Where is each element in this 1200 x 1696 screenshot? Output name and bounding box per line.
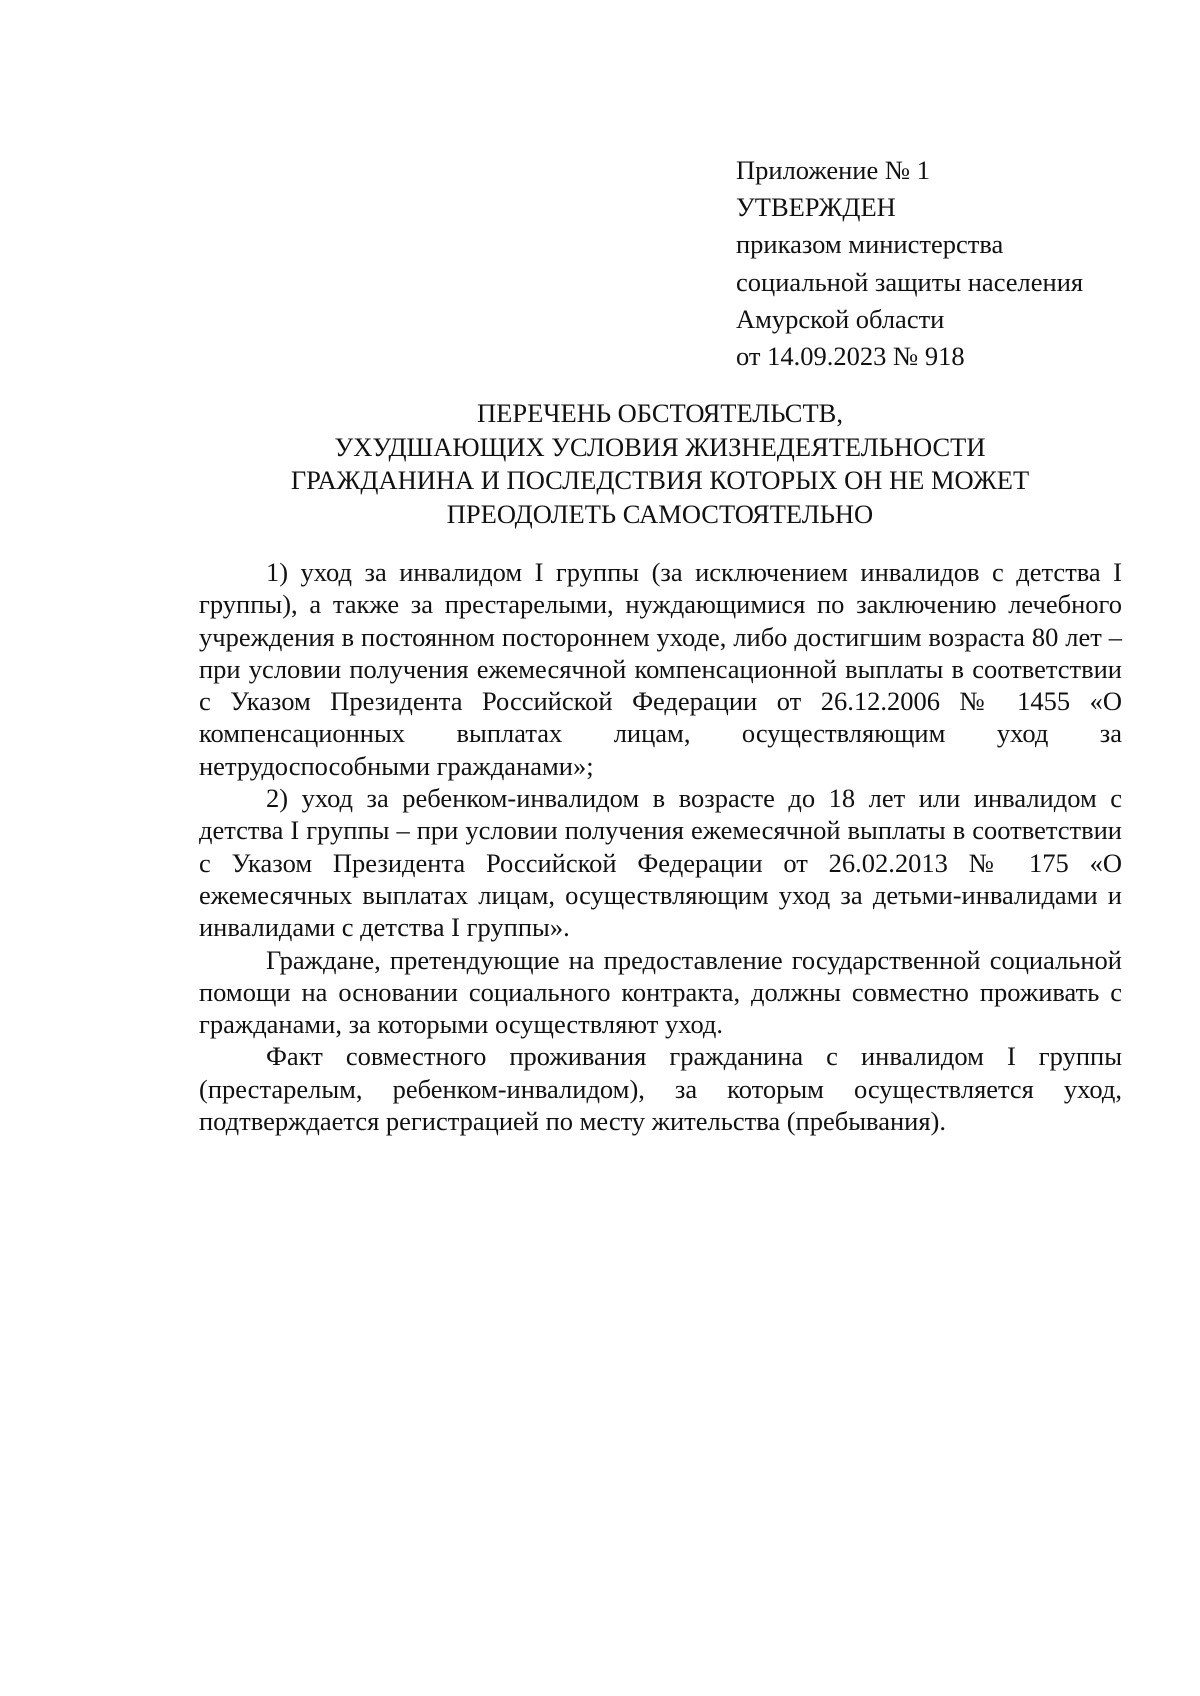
approval-text-line: приказом министерства [736,229,1004,260]
approval-block [736,152,1156,375]
approval-text-line: Амурской области [736,303,945,334]
list-item-1: 1) уход за инвалидом I группы (за исключением инвалидов с детства I группы), а также за престарелыми, нуждающимися по заключению лечебного учреждения в постоянном постороннем уходе, либо достигшим возраста 80 лет – при условии получения ежемесячной компенсационной выплаты в соответствии с Указом Президента Российской Федерации от 26.12.2006 № 1455 «О компенсационных выплатах лицам, осуществляющим уход за нетрудоспособными гражданами»; [199,557,1122,781]
body-paragraph: Граждане, претендующие на предоставление государственной социальной помощи на основании социального контракта, должны совместно проживать с гражданами, за которыми осуществляют уход. [199,944,1122,1040]
title-line: ПРЕОДОЛЕТЬ САМОСТОЯТЕЛЬНО [446,498,874,529]
title-line: УХУДШАЮЩИХ УСЛОВИЯ ЖИЗНЕДЕЯТЕЛЬНОСТИ [334,431,986,462]
appendix-number: Приложение № 1 [736,155,931,185]
list-item-2: 2) уход за ребенком-инвалидом в возрасте до 18 лет или инвалидом с детства I группы – при условии получения ежемесячной выплаты в соответствии с Указом Президента Российской Федерации от 26.02.2013 № 175 «О ежемесячных выплатах лицам, осуществляющим уход за детьми-инвалидами и инвалидами с детства I группы». [199,783,1122,943]
body-paragraph: Факт совместного проживания гражданина с инвалидом I группы (престарелым, ребенком-инвалидом), за которым осуществляется уход, подтверждается регистрацией по месту жительства (пребывания). [199,1041,1122,1137]
approved-label: УТВЕРЖДЕН [736,192,896,223]
order-date-number: от 14.09.2023 № 918 [736,341,965,372]
title-line: ПЕРЕЧЕНЬ ОБСТОЯТЕЛЬСТВ, [477,398,843,428]
approval-text-line: социальной защиты населения [736,266,1084,297]
document-body [199,556,1122,1137]
title-line: ГРАЖДАНИНА И ПОСЛЕДСТВИЯ КОТОРЫХ ОН НЕ МОЖЕТ [290,465,1030,495]
document-title [200,397,1120,531]
